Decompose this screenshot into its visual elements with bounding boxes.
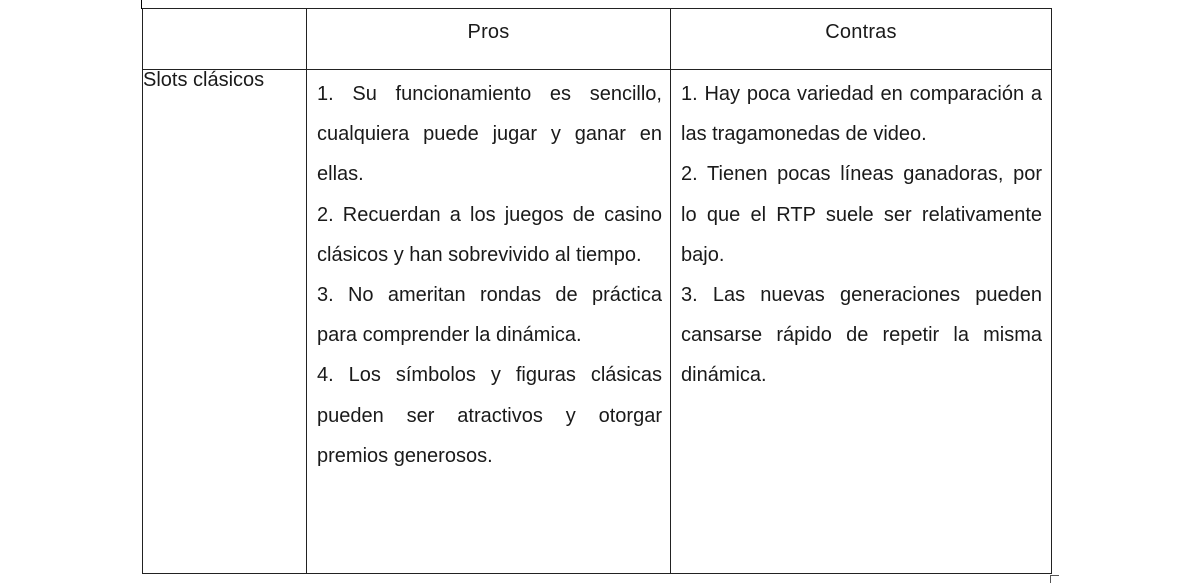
contras-item-2: 2. Tienen pocas líneas ganadoras, por lo que el RTP suele ser relativamente bajo. [681, 163, 1042, 266]
contras-cell [671, 70, 1052, 574]
header-contras: Contras [671, 9, 1052, 70]
table-row [143, 70, 1052, 574]
contras-item-1: 1. Hay poca variedad en comparación a las tragamonedas de video. [681, 83, 1042, 146]
header-pros: Pros [307, 9, 671, 70]
pros-item-4: 4. Los símbolos y figuras clásicas pueden ser atractivos y otorgar premios generosos. [317, 364, 662, 467]
pros-item-2: 2. Recuerdan a los juegos de casino clásicos y han sobrevivido al tiempo. [317, 203, 662, 266]
corner-crop-mark-bottom [1050, 575, 1059, 583]
pros-item-1: 1. Su funcionamiento es sencillo, cualquiera puede jugar y ganar en ellas. [317, 83, 662, 186]
row-label-text: Slots clásicos [143, 69, 265, 91]
contras-item-3: 3. Las nuevas generaciones pueden cansarse rápido de repetir la misma dinámica. [681, 284, 1042, 387]
pros-item-3: 3. No ameritan rondas de práctica para comprender la dinámica. [317, 284, 662, 347]
pros-cons-table [142, 8, 1052, 574]
row-label-slots-clasicos [143, 70, 307, 574]
pros-cell [307, 70, 671, 574]
